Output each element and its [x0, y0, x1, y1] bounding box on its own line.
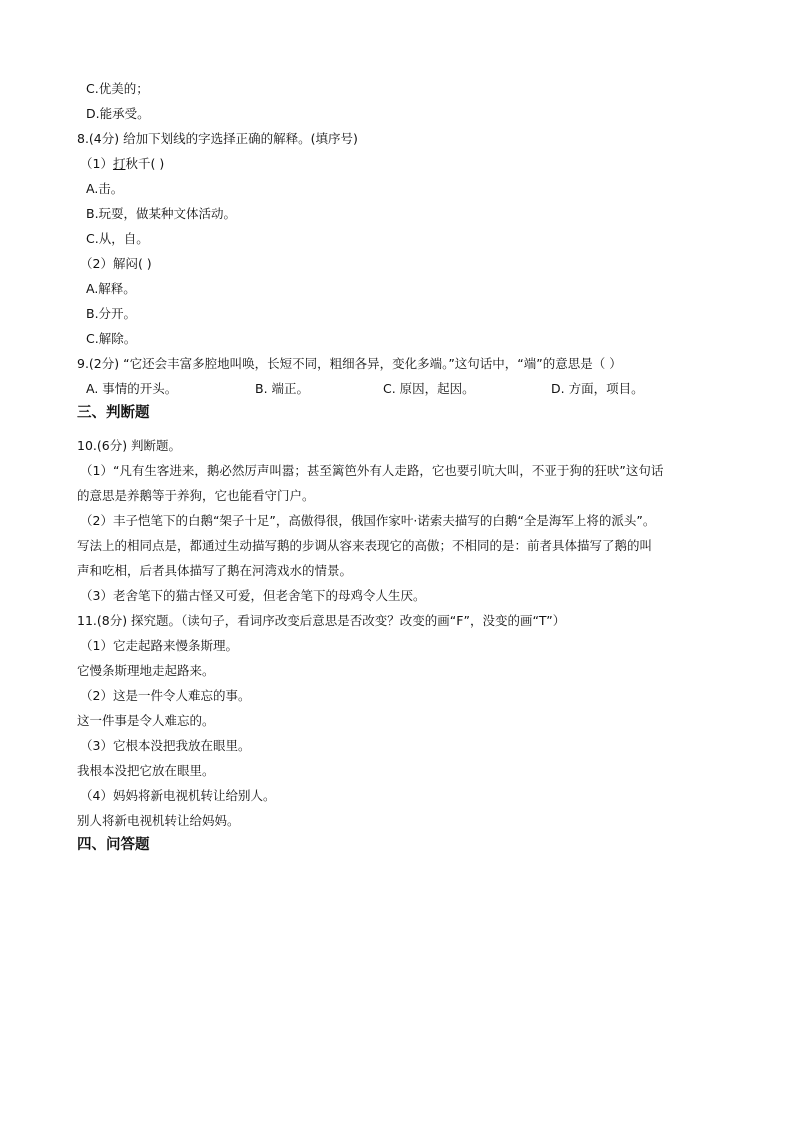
q8-1-underlined-char: 打: [112, 156, 126, 171]
q8-1-prefix: （1）: [80, 156, 113, 171]
question-11: 11.(8分) 探究题。（读句子，看词序改变后意思是否改变？改变的画“F”，没变的画“T”）: [77, 613, 566, 628]
q11-1-variant: 它慢条斯理地走起路来。: [77, 663, 215, 678]
q10-1-line-1: （1）“凡有生客进来，鹅必然厉声叫嚣；甚至篱笆外有人走路，它也要引吭大叫，不亚于狗的狂吠”这句话: [80, 463, 664, 478]
q9-option-a: A. 事情的开头。: [86, 381, 178, 396]
q9-option-d: D. 方面，项目。: [551, 381, 644, 396]
q11-4: （4）妈妈将新电视机转让给别人。: [80, 788, 276, 803]
q11-2: （2）这是一件令人难忘的事。: [80, 688, 251, 703]
q11-1: （1）它走起路来慢条斯理。: [80, 638, 238, 653]
q8-2-option-c: C.解除。: [86, 331, 137, 346]
section-4-heading: 四、问答题: [77, 837, 150, 853]
q11-2-variant: 这一件事是令人难忘的。: [77, 713, 215, 728]
q11-3-variant: 我根本没把它放在眼里。: [77, 763, 215, 778]
question-8-2: （2）解闷( ): [80, 256, 152, 271]
q10-3: （3）老舍笔下的猫古怪又可爱，但老舍笔下的母鸡令人生厌。: [80, 588, 426, 603]
question-8: 8.(4分) 给加下划线的字选择正确的解释。(填序号): [77, 131, 358, 146]
line-option-c: C.优美的；: [86, 81, 149, 96]
question-10: 10.(6分) 判断题。: [77, 438, 182, 453]
question-8-1: [80, 155, 164, 173]
q8-1-option-a: A.击。: [86, 181, 124, 196]
q8-2-option-a: A.解释。: [86, 281, 136, 296]
q11-3: （3）它根本没把我放在眼里。: [80, 738, 251, 753]
q8-2-option-b: B.分开。: [86, 306, 137, 321]
q9-option-b: B. 端正。: [255, 381, 310, 396]
q10-2-line-2: 写法上的相同点是，都通过生动描写鹅的步调从容来表现它的高傲；不相同的是：前者具体描写了鹅的叫: [77, 538, 653, 553]
q10-2-line-3: 声和吃相，后者具体描写了鹅在河湾戏水的情景。: [77, 563, 353, 578]
section-3-heading: 三、判断题: [77, 405, 150, 421]
q9-option-c: C. 原因，起因。: [383, 381, 475, 396]
q8-1-option-b: B.玩耍，做某种文体活动。: [86, 206, 237, 221]
q8-1-option-c: C.从，自。: [86, 231, 149, 246]
line-option-d: D.能承受。: [86, 106, 150, 121]
q10-1-line-2: 的意思是养鹅等于养狗，它也能看守门户。: [77, 488, 315, 503]
q10-2-line-1: （2）丰子恺笔下的白鹅“架子十足”，高傲得很，俄国作家叶·诺索夫描写的白鹅“全是海军上将的派头”。: [80, 513, 656, 528]
q11-4-variant: 别人将新电视机转让给妈妈。: [77, 813, 240, 828]
q8-1-rest: 秋千( ): [125, 156, 165, 171]
question-9: 9.(2分) “它还会丰富多腔地叫唤，长短不同，粗细各异，变化多端。”这句话中，“端”的意思是（ ）: [77, 356, 622, 371]
